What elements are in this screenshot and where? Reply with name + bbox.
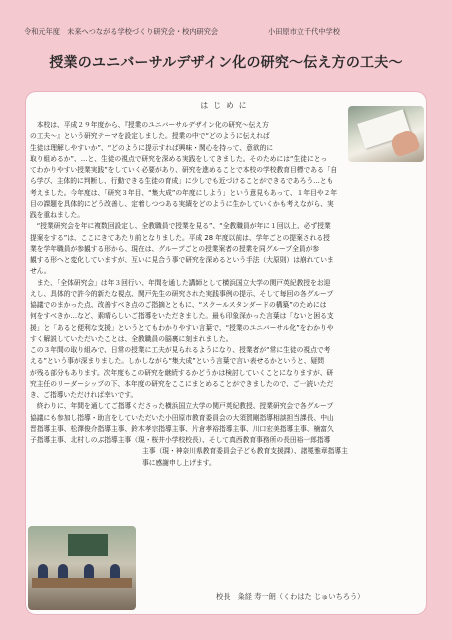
text-line: が残る部分もあります。次年度もこの研究を継続するかどうかは検討していくことになりますが、研 xyxy=(30,368,334,377)
classroom-photo-students xyxy=(28,526,136,610)
text-line: える”という事が深まりました。しかしながら“集大成”という言葉で言い表せるかというと、疑問 xyxy=(30,357,324,366)
text-line: 援」と「あると便利な支援」というとてもわかりやすい言葉で、“授業のユニバーサル化”をわかりや xyxy=(30,323,334,332)
text-line: 主事（現・神奈川県教育委員会子ども教育支援課）、諸冕雅章指導主 xyxy=(142,447,348,456)
text-line: 本校は、平成２９年度から、『授業のユニバーサルデザイン化の研究〜伝え方 xyxy=(36,121,269,129)
text-line: 何をすべきか…など、素晴らしいご指導をいただきました。最も印象深かった言葉は「ないと困る支 xyxy=(30,312,334,321)
text-line: 取り組めるか”、…と、生徒の視点で研究を深める実践をしてきました。そのためには“生徒にとっ xyxy=(30,154,328,163)
text-line: 協議でのまかった点、改善すべき点のご指摘とともに、“スクールスタンダードの構築”のためには xyxy=(30,301,327,309)
text-line: てわかりやすい授業実践”をしていく必要があり、研究を進めることで本校の学校教育目標である「自 xyxy=(30,166,338,174)
text-line: えし、具体的で許今的新たな視点、関戸先生の研究された実践事例の提示、そして毎回の各グループ xyxy=(30,289,334,298)
text-line: “授業研究会を年に複数回設定し、全教職員で授業を見る”、“全教職員が年に１回以上、必ず授業 xyxy=(36,222,331,231)
text-line: 究主任のリーダーシップの下、本年度の研究をここにまとめることができましたので、ご一読いただ xyxy=(30,379,334,388)
text-line: ら学び、主体的に判断し、行動できる生徒の育成」に少しでも近づけることができるであろう…とも xyxy=(30,177,334,186)
text-line: 事に感謝申し上げます。 xyxy=(142,458,216,467)
header-event-title: 令和元年度 未来へつながる学校づくり研究会・校内研究会 xyxy=(24,27,219,36)
text-line: 目の課題を具体的にどう改善し、定着しつつある実績をどのように生かしていくかも考えながら、実 xyxy=(30,199,334,208)
desk-shape xyxy=(32,578,132,588)
text-line: せん。 xyxy=(30,267,51,276)
principal-signature: 校長 粂経 寿一朗（くわはた じゅいちろう） xyxy=(216,592,365,601)
body-text xyxy=(30,120,426,469)
document-panel xyxy=(26,92,426,614)
text-line: の工夫〜』という研究テーマを設定しました。授業の中で“どのように伝えれば xyxy=(30,132,270,141)
header-school-name: 小田原市立千代中学校 xyxy=(268,27,340,36)
text-line: 終わりに、年間を通してご指導くださった横浜国立大学の関戸英紀教授、授業研究会で各グループ xyxy=(36,402,334,411)
text-line: 子指導主事、北村しのぶ指導主事（現・桜井小学校校長）、そして真西教育事務所の長田裕一郎指導 xyxy=(30,436,331,444)
text-line: 晋指導主事、松澤俊介指導主事、鈴木孝宗指導主事、片倉孝裕指導主事、川口宏美指導主事、楠富久 xyxy=(30,424,334,433)
text-line: すく解説していただいたことは、全教職員の脳裏に刻まれました。 xyxy=(30,334,233,343)
blackboard-shape xyxy=(68,534,108,556)
text-line: 提案をする”は、ここにきてあたり前となりました。平成 28 年度以前は、学年ごとの提案される授 xyxy=(30,233,330,242)
text-line: また、「全体研究会」は年３回行い、年間を通した講師として横浜国立大学の関戸英紀教授をお迎 xyxy=(36,278,331,287)
text-line: 協議にも参加し指導・助言をしていただいた小田原市教育委員会の大須賀剛指導相談担当課長、中山 xyxy=(30,413,334,422)
section-heading: はじめに xyxy=(200,101,252,110)
page-title: 授業のユニバーサルデザイン化の研究〜伝え方の工夫〜 xyxy=(49,55,403,71)
text-line: この３年間の取り組みで、日常の授業に工夫が見られるようになり、授業者が“常に生徒の視点で考 xyxy=(30,346,331,354)
text-line: 業を学年職員が参観する形から、現在は、グループごとの授業案者の授業を同グループ全員が参 xyxy=(30,244,320,253)
text-line: 生徒は理解しやすいか”、“どのように提示すれば興味・関心を持って、意欲的に xyxy=(30,143,274,152)
text-line: 観する形へと変化していますが、互いに見合う事で研究を深めるという手法（大原則）は崩れていま xyxy=(30,256,334,264)
text-line: 考えました。今年度は、「研究３年目、“集大成”の年度にしよう」という意見もあって、１年目や２年 xyxy=(30,188,338,197)
text-line: き、ご指導いただければ幸いです。 xyxy=(30,391,138,399)
text-line: 践を重ねました。 xyxy=(30,211,85,219)
